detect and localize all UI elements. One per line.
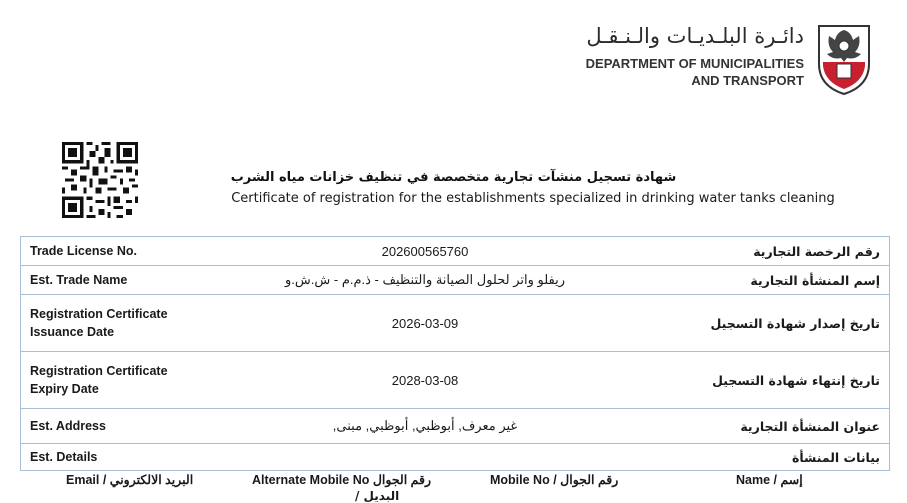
table-row-trade-license [21,237,889,266]
table-row-est-details [21,444,889,471]
row-value [221,444,629,470]
row-label-english: Registration Certificate Expiry Date [30,364,168,396]
org-name-arabic: دائـرة البلـديـات والـنـقـل [586,24,804,48]
row-label-arabic: عنوان المنشأة التجارية [740,418,880,434]
column-header-name: Name / إسم [736,473,803,487]
org-name-english-line1: DEPARTMENT OF MUNICIPALITIES [585,56,804,71]
table-row-issuance-date [21,295,889,352]
table-row-expiry-date [21,352,889,409]
row-value: 202600565760 [381,243,469,259]
certificate-title-arabic: شهادة تسجيل منشآت تجارية متخصصة في تنظيف خزانات مياه الشرب [230,170,677,185]
column-header-mobile: Mobile No / رقم الجوال [490,473,619,487]
org-name-english [586,55,804,89]
column-header-alternate-mobile: Alternate Mobile No رقم الجوال [252,473,432,487]
certificate-title-english: Certificate of registration for the establishments specialized in drinking water tanks cleaning [231,191,835,206]
details-column-headers [20,469,888,503]
row-label-english: Est. Address [30,419,106,433]
row-value: 2026-03-09 [391,315,459,331]
row-label-english: Est. Trade Name [30,273,128,287]
falcon-emblem-icon [815,20,873,96]
row-label-arabic: رقم الرخصة التجارية [753,243,880,259]
table-row-address [21,409,889,444]
row-value: غير معرف, أبوظبي, أبوظبي, مبنى, [332,418,518,433]
row-value: 2028-03-08 [391,372,459,388]
row-label-arabic: تاريخ إصدار شهادة التسجيل [710,315,880,331]
org-name-english-line2: AND TRANSPORT [691,73,804,88]
row-label-english: Trade License No. [30,244,137,258]
row-value: ريفلو واتر لحلول الصيانة والتنظيف - ذ.م.م - ش.ش.و [285,272,565,287]
row-label-arabic: تاريخ إنتهاء شهادة التسجيل [712,372,880,388]
row-label-arabic: بيانات المنشأة [791,449,880,465]
row-label-arabic: إسم المنشأة التجارية [750,272,880,288]
column-header-email: Email / البريد الالكتروني [66,473,194,487]
row-label-english: Est. Details [30,450,98,464]
table-row-trade-name [21,266,889,295]
column-header-alternate-mobile-sub: البديل / [355,489,400,503]
certificate-details-table [20,236,890,471]
row-label-english: Registration Certificate Issuance Date [30,307,168,339]
